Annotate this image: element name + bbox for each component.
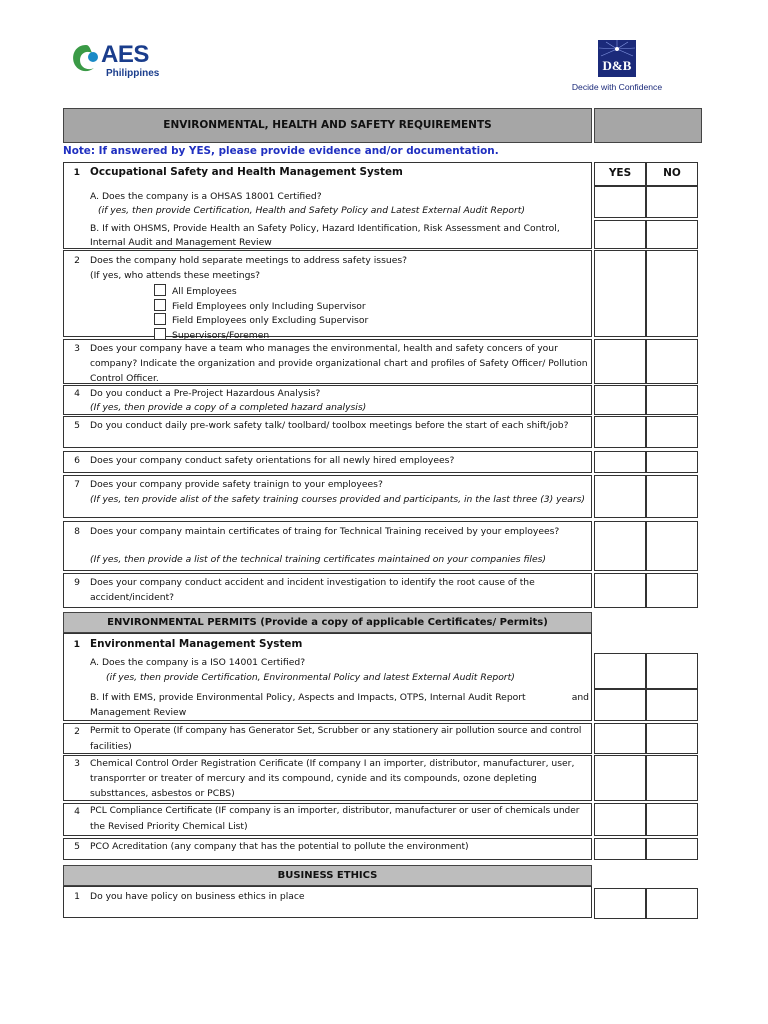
permits-q5-yes-checkbox[interactable] [594, 838, 646, 860]
ehs-q9-text-cont: accident/incident? [90, 592, 175, 603]
permits-q5-no-checkbox[interactable] [646, 838, 698, 860]
permits-q1-title: Environmental Management System [90, 638, 303, 650]
option-field-including-supervisor[interactable] [154, 299, 368, 314]
permits-q1a-yes-checkbox[interactable] [594, 653, 646, 689]
permits-q3-row [63, 755, 592, 801]
ehs-q1b-yes-checkbox[interactable] [594, 220, 646, 249]
ehs-q5-text: Do you conduct daily pre-work safety talk/ toolbard/ toolbox meetings before the start of each shift/job? [90, 420, 569, 431]
ehs-q4-note: (If yes, then provide a copy of a completed hazard analysis) [90, 402, 367, 413]
ehs-q4-row [63, 385, 592, 415]
ehs-q3-text-cont: company? Indicate the organization and provide organizational chart and profiles of Safety Officer/ Pollution [90, 358, 588, 369]
db-mark: D&B [602, 58, 632, 73]
permits-q4-text-cont: the Revised Priority Chemical List) [90, 821, 248, 832]
ehs-q6-no-checkbox[interactable] [646, 451, 698, 473]
checkbox[interactable] [154, 284, 166, 296]
permits-q5-row [63, 838, 592, 860]
ehs-q7-note: (If yes, ten provide alist of the safety training courses provided and participants, in the last three (3) years) [90, 494, 585, 505]
ehs-q2-yes-checkbox[interactable] [594, 250, 646, 337]
ehs-q4-yes-checkbox[interactable] [594, 385, 646, 415]
question-number: 4 [74, 388, 80, 399]
question-number: 1 [73, 639, 80, 650]
permits-q1a-no-checkbox[interactable] [646, 653, 698, 689]
question-number: 9 [74, 577, 80, 588]
permits-q4-row [63, 803, 592, 836]
permits-section-header: ENVIRONMENTAL PERMITS (Provide a copy of applicable Certificates/ Permits) [63, 612, 592, 633]
ehs-q3-no-checkbox[interactable] [646, 339, 698, 384]
aes-swirl-icon [68, 42, 104, 78]
db-logo [598, 40, 636, 77]
permits-q3-text-cont: transporrter or treater of mercury and its compound, cynide and its compounds, ozone depleting [90, 773, 537, 784]
ehs-q7-yes-checkbox[interactable] [594, 475, 646, 518]
ethics-section-header: BUSINESS ETHICS [63, 865, 592, 886]
ehs-q9-no-checkbox[interactable] [646, 573, 698, 608]
db-tagline: Decide with Confidence [571, 82, 663, 92]
question-number: 5 [74, 420, 80, 431]
ehs-q7-no-checkbox[interactable] [646, 475, 698, 518]
ehs-q4-text: Do you conduct a Pre-Project Hazardous Analysis? [90, 388, 321, 399]
permits-q2-yes-checkbox[interactable] [594, 723, 646, 754]
question-number: 2 [74, 255, 80, 266]
ehs-q6-row [63, 451, 592, 473]
ehs-q5-row [63, 416, 592, 448]
ehs-q1b-text-cont: Internal Audit and Management Review [90, 237, 272, 248]
permits-q2-text-cont: facilities) [90, 741, 132, 752]
ehs-q6-text: Does your company conduct safety orientations for all newly hired employees? [90, 455, 455, 466]
ehs-q8-row [63, 521, 592, 571]
option-label: Field Employees only Excluding Supervisor [172, 315, 369, 326]
ehs-q3-yes-checkbox[interactable] [594, 339, 646, 384]
ethics-q1-no-checkbox[interactable] [646, 888, 698, 919]
question-number: 5 [74, 841, 80, 852]
permits-q1b-and: and [571, 692, 589, 703]
ehs-q2-row [63, 250, 592, 341]
ehs-q1a-yes-checkbox[interactable] [594, 186, 646, 218]
permits-q2-no-checkbox[interactable] [646, 723, 698, 754]
note: Note: If answered by YES, please provide evidence and/or documentation. [63, 145, 499, 157]
permits-q1b-yes-checkbox[interactable] [594, 689, 646, 721]
question-number: 1 [74, 891, 80, 902]
option-label: Supervisors/Foremen [172, 329, 270, 341]
ehs-q5-no-checkbox[interactable] [646, 416, 698, 448]
ehs-q1a-no-checkbox[interactable] [646, 186, 698, 218]
question-number: 8 [74, 526, 80, 537]
ehs-q3-row [63, 339, 592, 384]
ethics-q1-row [63, 886, 592, 918]
question-number: 1 [73, 167, 80, 178]
question-number: 3 [74, 758, 80, 769]
permits-q5-text: PCO Acreditation (any company that has the potential to pollute the environment) [90, 841, 469, 852]
ethics-q1-text: Do you have policy on business ethics in place [90, 891, 305, 902]
ehs-q1-title: Occupational Safety and Health Management System [90, 166, 403, 178]
ehs-q8-text: Does your company maintain certificates of traing for Technical Training received by your employees? [90, 526, 560, 537]
ehs-q1b-text: B. If with OHSMS, Provide Health an Safety Policy, Hazard Identification, Risk Assessment and Control, [90, 223, 560, 234]
checkbox[interactable] [154, 299, 166, 311]
ethics-q1-yes-checkbox[interactable] [594, 888, 646, 919]
permits-q2-row [63, 723, 592, 754]
permits-q1-row [63, 633, 592, 721]
ehs-q3-text-cont2: Control Officer. [90, 373, 159, 383]
ehs-q9-row [63, 573, 592, 608]
option-label: All Employees [172, 286, 237, 297]
checkbox[interactable] [154, 313, 166, 325]
ehs-q7-row [63, 475, 592, 518]
option-field-excluding-supervisor[interactable] [154, 313, 368, 328]
aes-wordmark: AES [101, 41, 149, 68]
permits-q1b-text-cont: Management Review [90, 707, 187, 718]
question-number: 2 [74, 726, 80, 737]
ehs-q4-no-checkbox[interactable] [646, 385, 698, 415]
permits-q3-text-cont2: substtances, asbestos or PCBS) [90, 788, 235, 799]
permits-q1a-text: A. Does the company is a ISO 14001 Certified? [90, 657, 306, 668]
ehs-q2-subtext: (If yes, who attends these meetings? [90, 270, 261, 281]
permits-q4-yes-checkbox[interactable] [594, 803, 646, 836]
ehs-q1a-note: (if yes, then provide Certification, Health and Safety Policy and Latest External Audit Report) [98, 205, 525, 216]
permits-q1b-text: B. If with EMS, provide Environmental Policy, Aspects and Impacts, OTPS, Internal Audit Report [90, 692, 526, 703]
permits-q1a-note: (if yes, then provide Certification, Environmental Policy and latest External Audit Report) [106, 672, 515, 683]
option-label: Field Employees only Including Supervisor [172, 300, 366, 312]
checkbox[interactable] [154, 328, 166, 340]
page-title: ENVIRONMENTAL, HEALTH AND SAFETY REQUIREMENTS [63, 108, 592, 143]
ehs-q7-text: Does your company provide safety trainign to your employees? [90, 479, 383, 490]
permits-q2-text: Permit to Operate (If company has Generator Set, Scrubber or any stationery air pollution source and control [90, 726, 582, 736]
yes-column-header: YES [594, 162, 646, 186]
header-side-cell [594, 108, 702, 143]
ehs-q5-yes-checkbox[interactable] [594, 416, 646, 448]
aes-logo [68, 40, 178, 90]
permits-q3-yes-checkbox[interactable] [594, 755, 646, 801]
permits-q1b-no-checkbox[interactable] [646, 689, 698, 721]
permits-q4-text: PCL Compliance Certificate (IF company is an importer, distributor, manufacturer or user of chemicals under [90, 806, 580, 816]
question-number: 4 [74, 806, 80, 817]
question-number: 3 [74, 343, 80, 354]
ehs-q2-text: Does the company hold separate meetings to address safety issues? [90, 255, 408, 266]
ehs-q9-yes-checkbox[interactable] [594, 573, 646, 608]
ehs-q6-yes-checkbox[interactable] [594, 451, 646, 473]
permits-q4-no-checkbox[interactable] [646, 803, 698, 836]
ehs-q8-yes-checkbox[interactable] [594, 521, 646, 571]
ehs-q8-note: (If yes, then provide a list of the technical training certificates maintained on your companies files) [90, 554, 546, 565]
question-number: 7 [74, 479, 80, 490]
permits-q3-no-checkbox[interactable] [646, 755, 698, 801]
ehs-q1a-text: A. Does the company is a OHSAS 18001 Certified? [90, 191, 322, 202]
no-column-header: NO [646, 162, 698, 186]
option-all-employees[interactable] [154, 284, 368, 299]
ehs-q1-row [63, 162, 592, 249]
ehs-q8-no-checkbox[interactable] [646, 521, 698, 571]
ehs-q2-no-checkbox[interactable] [646, 250, 698, 337]
ehs-q9-text: Does your company conduct accident and incident investigation to identify the root cause of the [90, 577, 535, 588]
aes-subtitle: Philippines [106, 68, 160, 79]
question-number: 6 [74, 455, 80, 466]
permits-q3-text: Chemical Control Order Registration Cerificate (If company I an importer, distributor, manufacturer, user, [90, 758, 575, 769]
ehs-q1b-no-checkbox[interactable] [646, 220, 698, 249]
ehs-q3-text: Does your company have a team who manages the environmental, health and safety concers of your [90, 343, 558, 354]
